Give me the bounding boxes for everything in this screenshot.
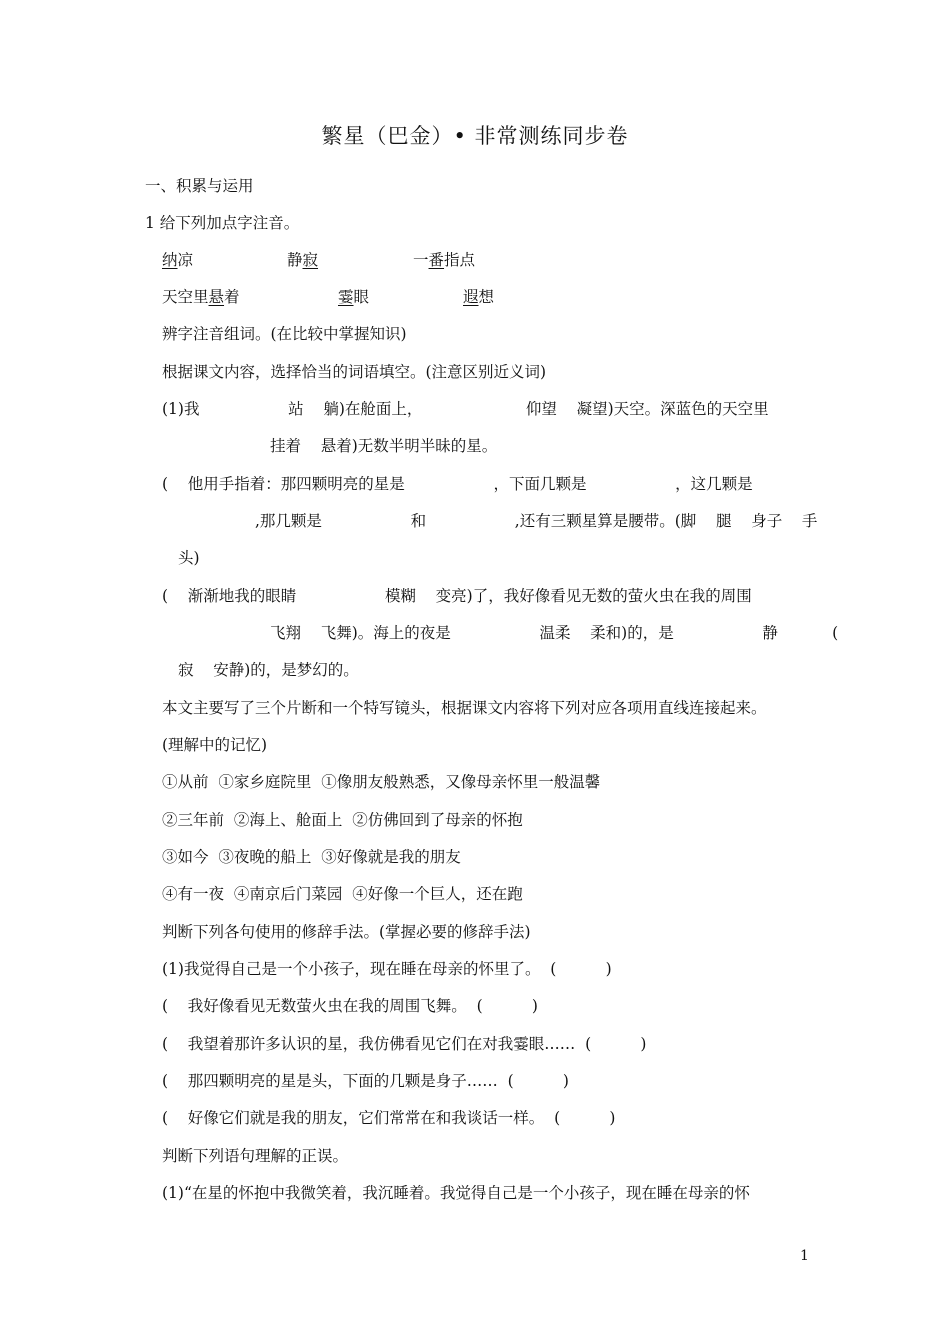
- match-row: ①从前 ①家乡庭院里 ①像朋友般熟悉，又像母亲怀里一般温馨: [162, 773, 601, 791]
- text-line: 飞翔 飞舞)。海上的夜是 温柔 柔和)的，是 静 (: [270, 624, 839, 642]
- text-line: 挂着 悬着)无数半明半昧的星。: [270, 437, 498, 455]
- text-line: (理解中的记忆): [162, 736, 268, 754]
- match-row: ③如今 ③夜晚的船上 ③好像就是我的朋友: [162, 848, 461, 866]
- match-row: ④有一夜 ④南京后门菜园 ④好像一个巨人，还在跑: [162, 885, 523, 903]
- page-title: 繁星（巴金）• 非常测练同步卷: [321, 124, 629, 148]
- question-1-label: 1 给下列加点字注音。: [145, 214, 300, 232]
- text-line: ,那几颗是 和 ,还有三颗星算是腰带。(脚 腿 身子 手: [255, 512, 818, 530]
- pinyin-word: 遐想: [463, 288, 495, 306]
- text-line: ( 渐渐地我的眼睛 模糊 变亮)了，我好像看见无数的萤火虫在我的周围: [162, 587, 752, 605]
- text-line: 判断下列语句理解的正误。: [162, 1147, 349, 1165]
- pinyin-word: 天空里悬着: [162, 288, 240, 306]
- text-line: 头): [178, 549, 200, 567]
- match-row: ②三年前 ②海上、舱面上 ②仿佛回到了母亲的怀抱: [162, 811, 523, 829]
- text-line: 本文主要写了三个片断和一个特写镜头，根据课文内容将下列对应各项用直线连接起来。: [162, 699, 767, 717]
- pinyin-word: 一番指点: [413, 251, 476, 269]
- pinyin-word: 纳凉: [162, 251, 194, 269]
- section-heading: 一、积累与运用: [145, 177, 254, 195]
- text-line: 寂 安静)的，是梦幻的。: [178, 661, 359, 679]
- text-line: (1)我觉得自己是一个小孩子，现在睡在母亲的怀里了。 ( ): [162, 960, 612, 978]
- text-line: 判断下列各句使用的修辞手法。(掌握必要的修辞手法): [162, 923, 531, 941]
- text-line: ( 好像它们就是我的朋友，它们常常在和我谈话一样。 ( ): [162, 1109, 616, 1127]
- text-line: (1)“在星的怀抱中我微笑着，我沉睡着。我觉得自己是一个小孩子，现在睡在母亲的怀: [162, 1184, 750, 1202]
- text-line: ( 我好像看见无数萤火虫在我的周围飞舞。 ( ): [162, 997, 538, 1015]
- page-number: 1: [800, 1248, 809, 1264]
- pinyin-word: 霎眼: [338, 288, 370, 306]
- text-line: (1)我 站 躺)在舱面上， 仰望 凝望)天空。深蓝色的天空里: [162, 400, 769, 418]
- text-line: ( 那四颗明亮的星是头，下面的几颗是身子…… ( ): [162, 1072, 569, 1090]
- text-line: ( 我望着那许多认识的星，我仿佛看见它们在对我霎眼…… ( ): [162, 1035, 647, 1053]
- pinyin-word: 静寂: [287, 251, 319, 269]
- text-line: ( 他用手指着：那四颗明亮的星是 ，下面几颗是 ，这几颗是: [162, 475, 753, 493]
- text-line: 辨字注音组词。(在比较中掌握知识): [162, 325, 407, 343]
- text-line: 根据课文内容，选择恰当的词语填空。(注意区别近义词): [162, 363, 547, 381]
